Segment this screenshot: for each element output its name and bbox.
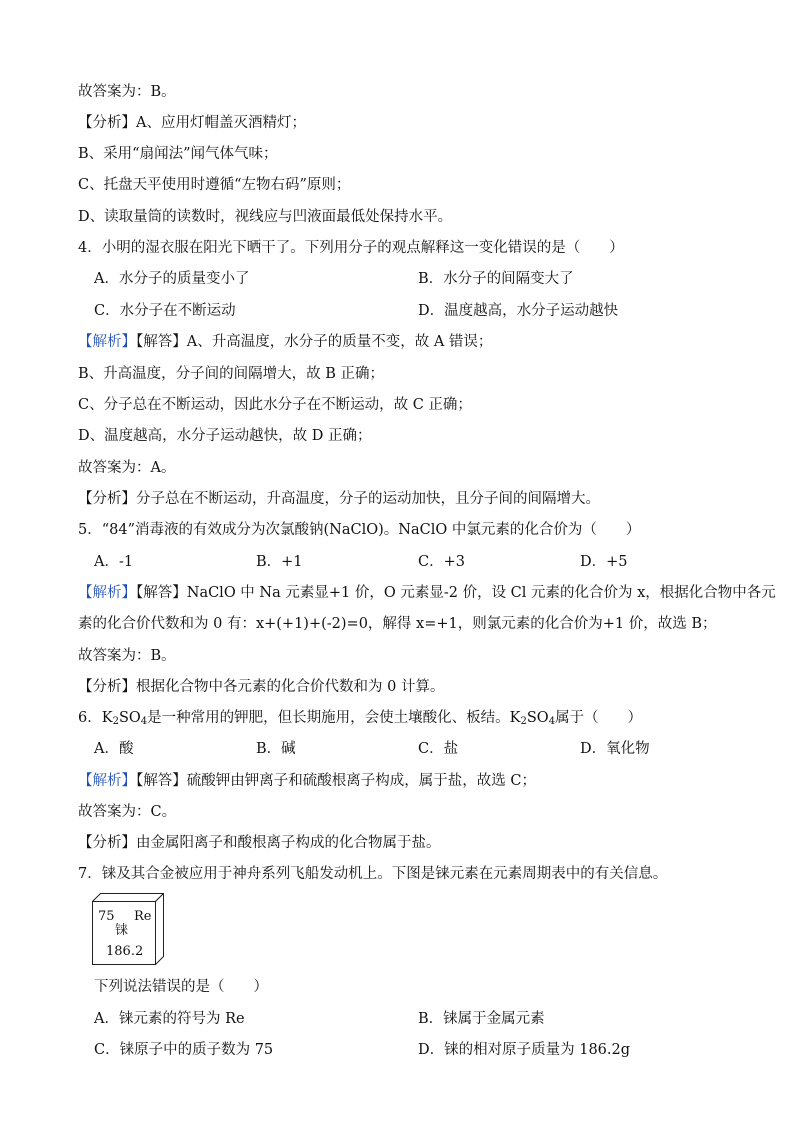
q5-option-c: C．+3 bbox=[418, 554, 465, 570]
q6-option-c: C．盐 bbox=[418, 741, 459, 757]
analysis-tag: 【分析】 bbox=[78, 115, 136, 131]
question-7: 7．铼及其合金被应用于神舟系列飞船发动机上。下图是铼元素在元素周期表中的有关信息。 bbox=[78, 866, 668, 882]
question-5: 5．“84”消毒液的有效成分为次氯酸钠(NaClO)。NaClO 中氯元素的化合价为（ ） bbox=[78, 522, 641, 538]
q4-solution-4: D、温度越高，水分子运动越快，故 D 正确； bbox=[78, 428, 372, 444]
analysis-item-d: D、读取量筒的读数时，视线应与凹液面最低处保持水平。 bbox=[78, 209, 453, 225]
q5-solution-2: 素的化合价代数和为 0 有：x+(+1)+(-2)=0，解得 x=+1，则氯元素的化合价为+1 价，故选 B； bbox=[78, 616, 717, 632]
q5-option-a: A．-1 bbox=[94, 554, 134, 570]
q7-option-a: A．铼元素的符号为 Re bbox=[94, 1011, 245, 1027]
q4-solution-2: B、升高温度，分子间的间隔增大，故 B 正确； bbox=[78, 366, 385, 382]
element-symbol: Re bbox=[134, 909, 152, 924]
jiexi-tag: 【解析】 bbox=[78, 773, 136, 789]
periodic-element-card bbox=[92, 893, 164, 965]
question-4: 4．小明的湿衣服在阳光下晒干了。下列用分子的观点解释这一变化错误的是（ ） bbox=[78, 240, 624, 256]
jieda-tag: 【解答】 bbox=[136, 773, 187, 789]
element-name: 铼 bbox=[115, 923, 129, 938]
jieda-tag: 【解答】 bbox=[136, 334, 187, 350]
q4-answer: 故答案为：A。 bbox=[78, 460, 176, 476]
q4-option-d: D．温度越高，水分子运动越快 bbox=[418, 303, 619, 319]
q7-stem: 下列说法错误的是（ ） bbox=[94, 979, 268, 995]
q5-option-b: B．+1 bbox=[256, 554, 303, 570]
q4-option-b: B．水分子的间隔变大了 bbox=[418, 271, 574, 287]
question-6: 6．$K_2SO_4$是一种常用的钾肥，但长期施用，会使土壤酸化、板结。$K_2SO_4$属于（ ） bbox=[78, 710, 643, 727]
q7-option-b: B．铼属于金属元素 bbox=[418, 1011, 545, 1027]
q5-solution-1: 【解析】【解答】NaClO 中 Na 元素显+1 价，O 元素显-2 价，设 Cl 元素的化合价为 x，根据化合物中各元 bbox=[78, 585, 776, 601]
q5-option-d: D．+5 bbox=[580, 554, 628, 570]
answer-line: 故答案为：B。 bbox=[78, 84, 176, 100]
q4-solution-1: 【解析】【解答】A、升高温度，水分子的质量不变，故 A 错误； bbox=[78, 334, 493, 350]
q7-option-c: C．铼原子中的质子数为 75 bbox=[94, 1042, 274, 1058]
q7-option-d: D．铼的相对原子质量为 186.2g bbox=[418, 1042, 631, 1058]
q5-answer: 故答案为：B。 bbox=[78, 648, 176, 664]
q6-option-a: A．酸 bbox=[94, 741, 134, 757]
q4-solution-3: C、分子总在不断运动，因此水分子在不断运动，故 C 正确； bbox=[78, 397, 472, 413]
q4-option-c: C．水分子在不断运动 bbox=[94, 303, 236, 319]
q4-analysis: 【分析】分子总在不断运动，升高温度，分子的运动加快，且分子间的间隔增大。 bbox=[78, 491, 600, 507]
q6-option-d: D．氧化物 bbox=[580, 741, 650, 757]
jieda-tag: 【解答】 bbox=[136, 585, 187, 601]
q6-analysis: 【分析】由金属阳离子和酸根离子构成的化合物属于盐。 bbox=[78, 835, 441, 851]
analysis-item-b: B、采用“扇闻法”闻气体气味； bbox=[78, 146, 278, 162]
q6-option-b: B．碱 bbox=[256, 741, 296, 757]
q6-answer: 故答案为：C。 bbox=[78, 804, 177, 820]
q5-analysis: 【分析】根据化合物中各元素的化合价代数和为 0 计算。 bbox=[78, 679, 445, 695]
jiexi-tag: 【解析】 bbox=[78, 585, 136, 601]
analysis-tag: 【分析】 bbox=[78, 679, 136, 695]
jiexi-tag: 【解析】 bbox=[78, 334, 136, 350]
q6-solution-1: 【解析】【解答】硫酸钾由钾离子和硫酸根离子构成，属于盐，故选 C； bbox=[78, 773, 536, 789]
atomic-number: 75 bbox=[98, 909, 115, 924]
analysis-line: 【分析】A、应用灯帽盖灭酒精灯； bbox=[78, 115, 306, 131]
analysis-item-c: C、托盘天平使用时遵循“左物右码”原则； bbox=[78, 177, 351, 193]
q4-option-a: A．水分子的质量变小了 bbox=[94, 271, 250, 287]
analysis-tag: 【分析】 bbox=[78, 491, 136, 507]
atomic-mass: 186.2 bbox=[106, 944, 144, 959]
analysis-tag: 【分析】 bbox=[78, 835, 136, 851]
